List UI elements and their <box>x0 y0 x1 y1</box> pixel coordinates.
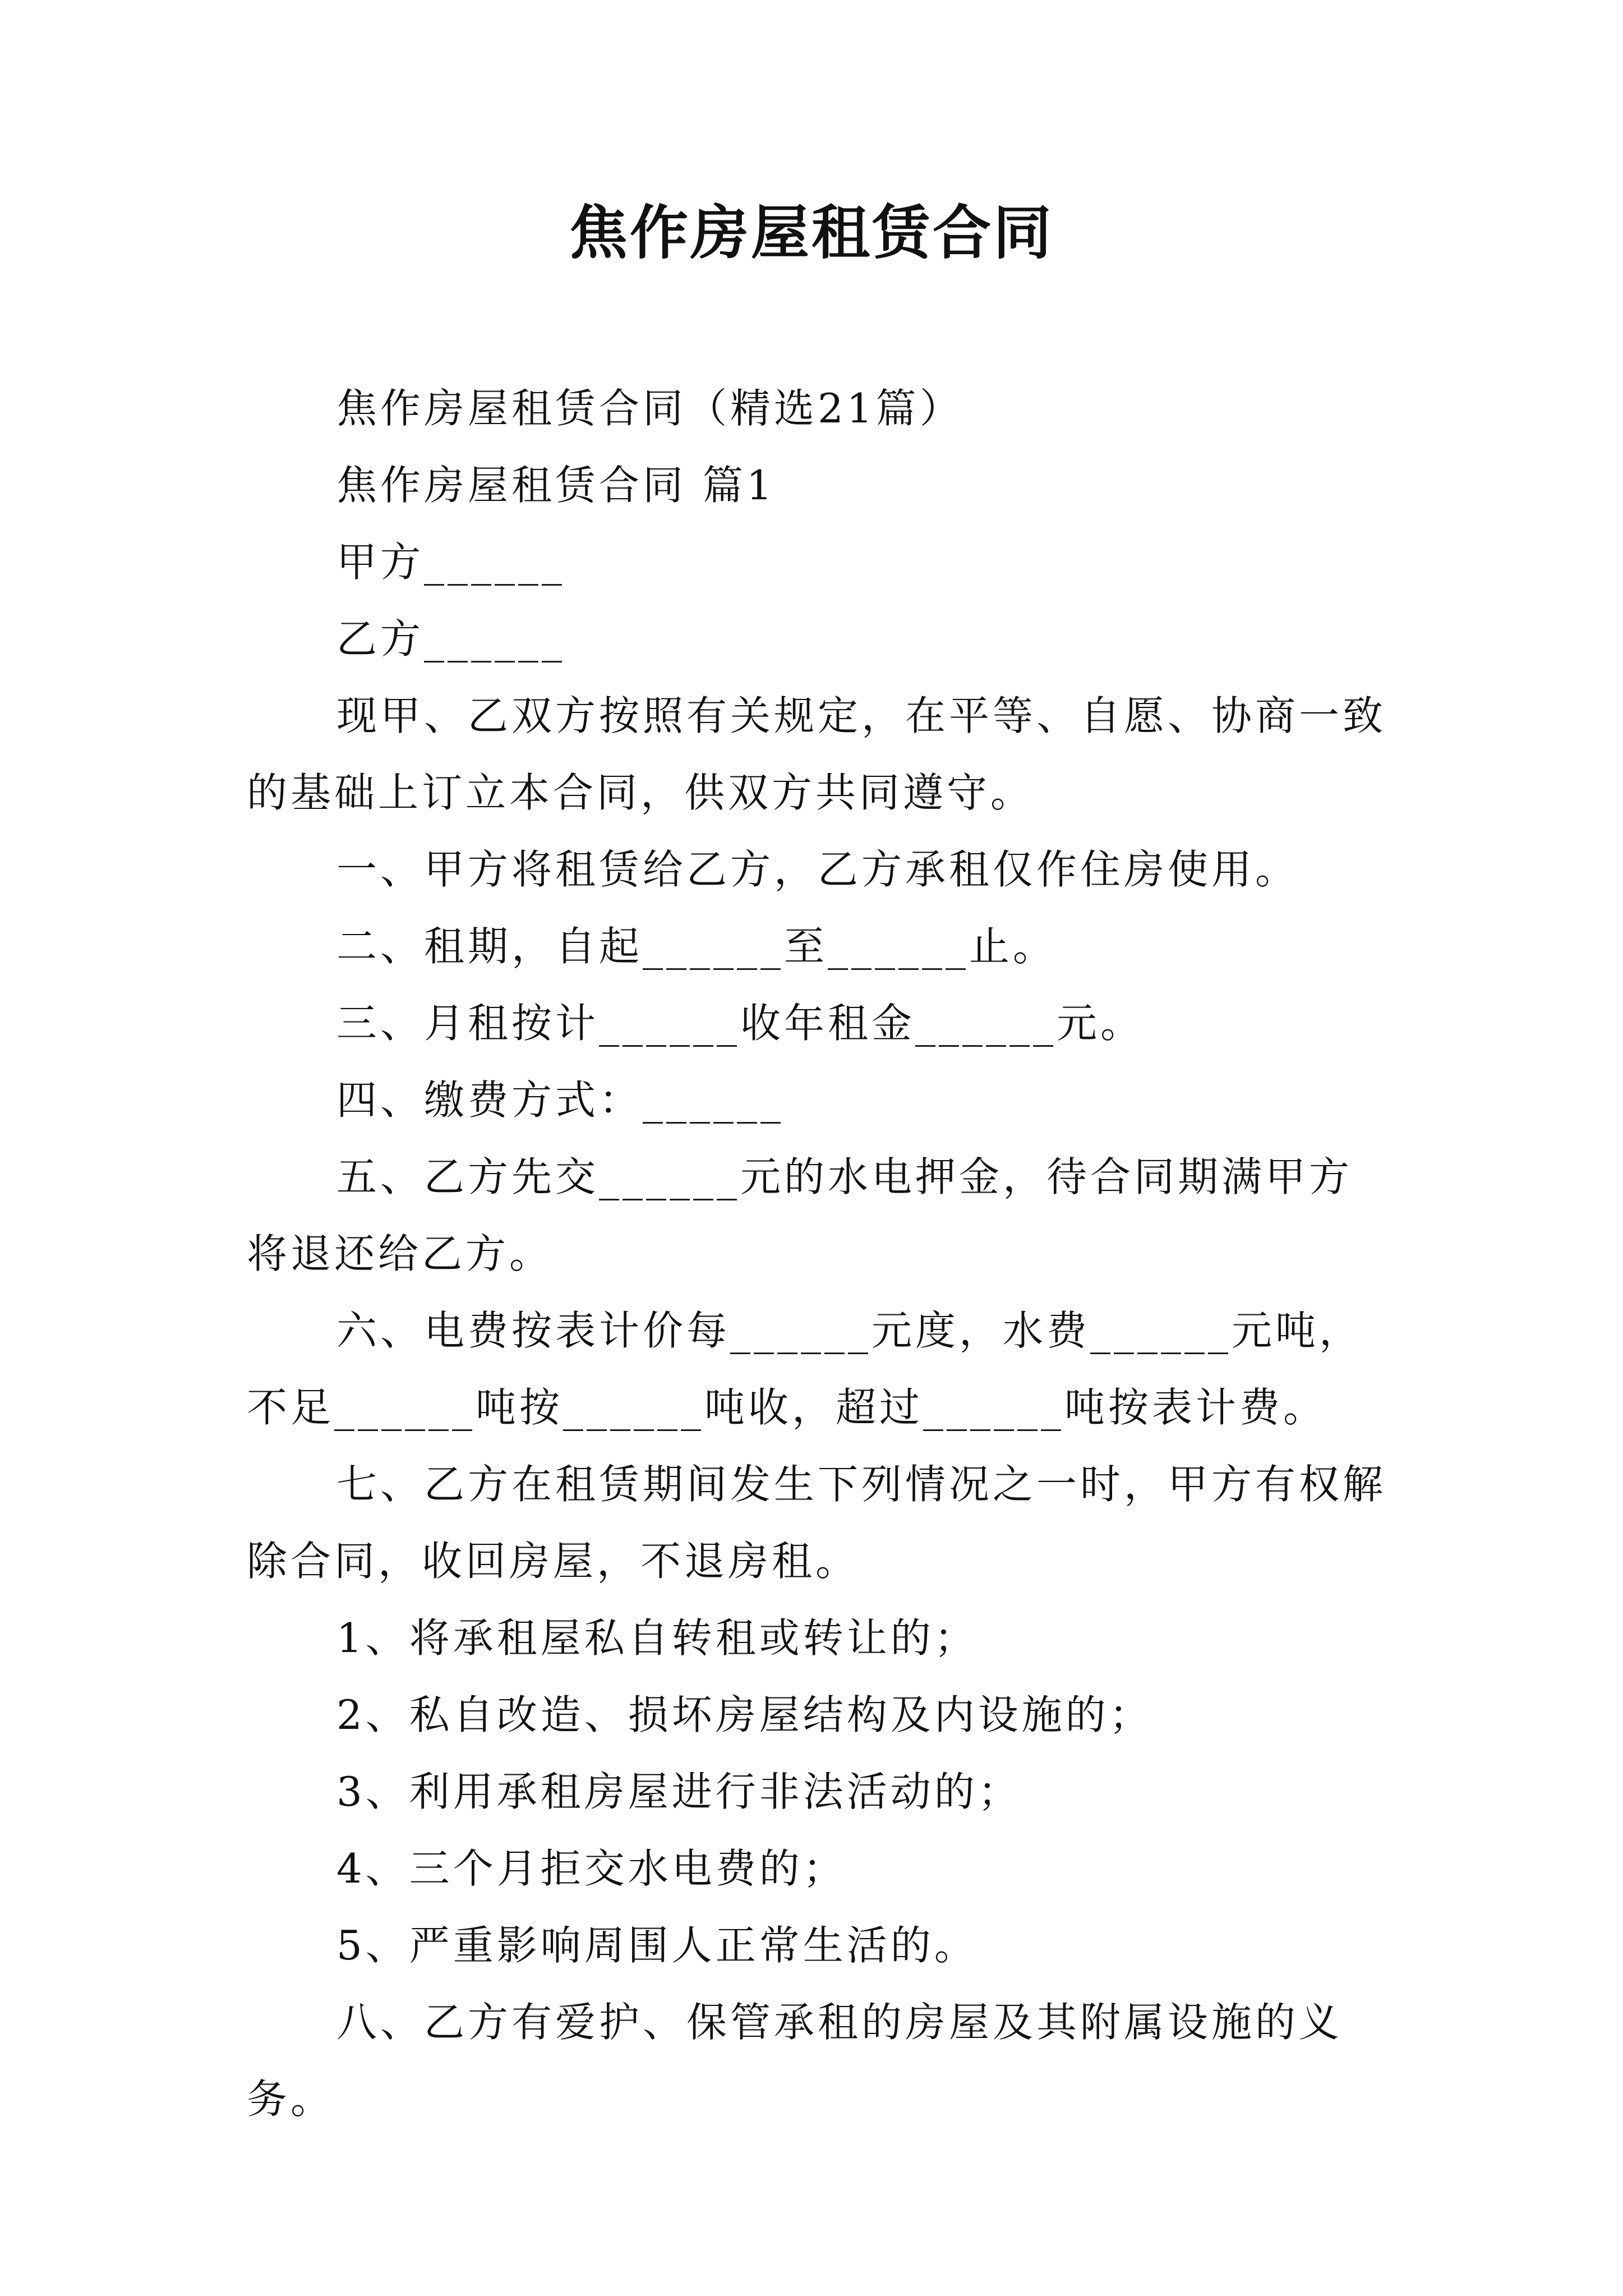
paragraph-party-a: 甲方______ <box>336 539 566 586</box>
paragraph-subtitle: 焦作房屋租赁合同（精选21篇） <box>336 385 963 432</box>
document-body <box>247 370 1391 2138</box>
paragraph-clause-1: 一、甲方将租赁给乙方，乙方承租仅作住房使用。 <box>336 846 1299 893</box>
paragraph-section-heading: 焦作房屋租赁合同 篇1 <box>336 462 776 509</box>
paragraph-clause-4: 四、缴费方式：______ <box>336 1076 785 1124</box>
paragraph-item-2: 2、私自改造、损坏房屋结构及内设施的； <box>336 1691 1153 1738</box>
paragraph-clause-8: 八、乙方有爱护、保管承租的房屋及其附属设施的义务。 <box>247 1999 1343 2123</box>
paragraph-item-5: 5、严重影响周围人正常生活的。 <box>336 1922 978 1969</box>
document-title: 焦作房屋租赁合同 <box>569 198 1054 267</box>
paragraph-clause-2: 二、租期，自起______至______止。 <box>336 923 1057 970</box>
paragraph-clause-3: 三、月租按计______收年租金______元。 <box>336 1000 1145 1047</box>
paragraph-preamble: 现甲、乙双方按照有关规定，在平等、自愿、协商一致的基础上订立本合同，供双方共同遵守。 <box>247 692 1387 816</box>
paragraph-clause-5: 五、乙方先交______元的水电押金，待合同期满甲方将退还给乙方。 <box>247 1153 1353 1277</box>
paragraph-clause-6: 六、电费按表计价每______元度，水费______元吨，不足______吨按______吨收，超过______吨按表计费。 <box>247 1307 1363 1431</box>
paragraph-party-b: 乙方______ <box>336 615 566 662</box>
paragraph-item-1: 1、将承租屋私自转租或转让的； <box>336 1614 978 1662</box>
paragraph-clause-7: 七、乙方在租赁期间发生下列情况之一时，甲方有权解除合同，收回房屋，不退房租。 <box>247 1461 1387 1585</box>
paragraph-item-3: 3、利用承租房屋进行非法活动的； <box>336 1768 1022 1815</box>
paragraph-item-4: 4、三个月拒交水电费的； <box>336 1845 847 1892</box>
